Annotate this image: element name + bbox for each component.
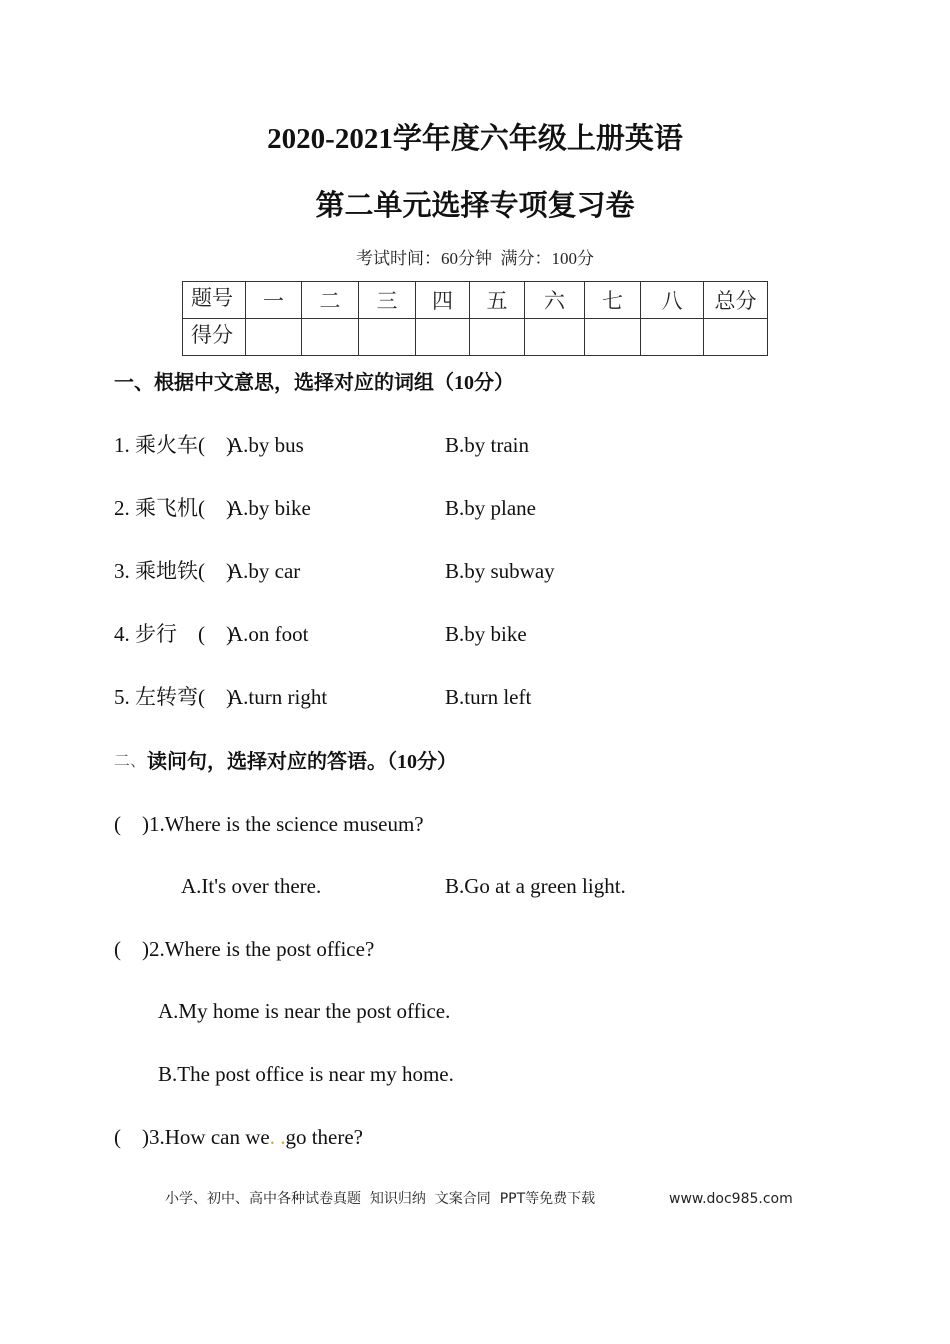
score-cell[interactable] [302,319,359,356]
option-a: A.by car [228,559,301,583]
header-cell: 题号 [183,282,246,319]
score-cell[interactable] [585,319,641,356]
option-a: A.turn right [228,685,328,709]
option-b: B.by train [445,433,529,457]
header-cell: 三 [359,282,416,319]
question: ( )2.Where is the post office? [114,937,375,961]
header-cell: 四 [416,282,470,319]
question: 2. 乘飞机( ) [114,496,233,520]
header-cell: 八 [641,282,704,319]
header-cell: 七 [585,282,641,319]
option-a: A.My home is near the post office. [158,999,451,1023]
footer-text: 小学、初中、高中各种试卷真题 知识归纳 文案合同 PPT等免费下载 [165,1191,596,1207]
option-a: A.on foot [228,622,309,646]
question: 3. 乘地铁( ) [114,559,233,583]
row-label: 得分 [183,319,246,356]
option-a: A.It's over there. [181,874,322,898]
score-cell[interactable] [470,319,525,356]
header-cell: 一 [246,282,302,319]
section-2-number: 二、 [114,753,147,770]
header-cell: 五 [470,282,525,319]
footer-url[interactable]: www.doc985.com [669,1191,793,1207]
option-a: A.by bus [228,433,304,457]
question: 5. 左转弯( ) [114,685,233,709]
question-text-end: go there? [285,1125,363,1149]
score-cell[interactable] [359,319,416,356]
section-2-heading: 读问句，选择对应的答语。（10分） [147,751,457,773]
question: 4. 步行 ( ) [114,622,233,646]
option-b: B.turn left [445,685,532,709]
question: 1. 乘火车( ) [114,433,233,457]
score-cell[interactable] [246,319,302,356]
option-b: B.by plane [445,496,536,520]
score-cell[interactable] [416,319,470,356]
section-1-heading: 一、根据中文意思，选择对应的词组（10分） [114,372,514,394]
score-table-score-row [183,319,768,356]
question [114,1127,363,1148]
option-a: A.by bike [228,496,311,520]
option-b: B.The post office is near my home. [158,1062,454,1086]
option-b: B.by subway [445,559,555,583]
score-table [182,281,768,356]
option-b: B.by bike [445,622,527,646]
title-line-1: 2020-2021学年度六年级上册英语 [267,123,683,155]
score-table-header-row [183,282,768,319]
exam-info: 考试时间：60分钟 满分：100分 [356,249,594,268]
option-b: B.Go at a green light. [445,874,626,898]
score-cell[interactable] [704,319,768,356]
header-cell: 总分 [704,282,768,319]
question-text-start: ( )3.How can we [114,1125,270,1149]
edit-mark: . . [269,1125,286,1149]
header-cell: 二 [302,282,359,319]
score-cell[interactable] [641,319,704,356]
header-cell: 六 [525,282,585,319]
question: ( )1.Where is the science museum? [114,812,424,836]
title-line-2: 第二单元选择专项复习卷 [315,190,635,222]
score-cell[interactable] [525,319,585,356]
